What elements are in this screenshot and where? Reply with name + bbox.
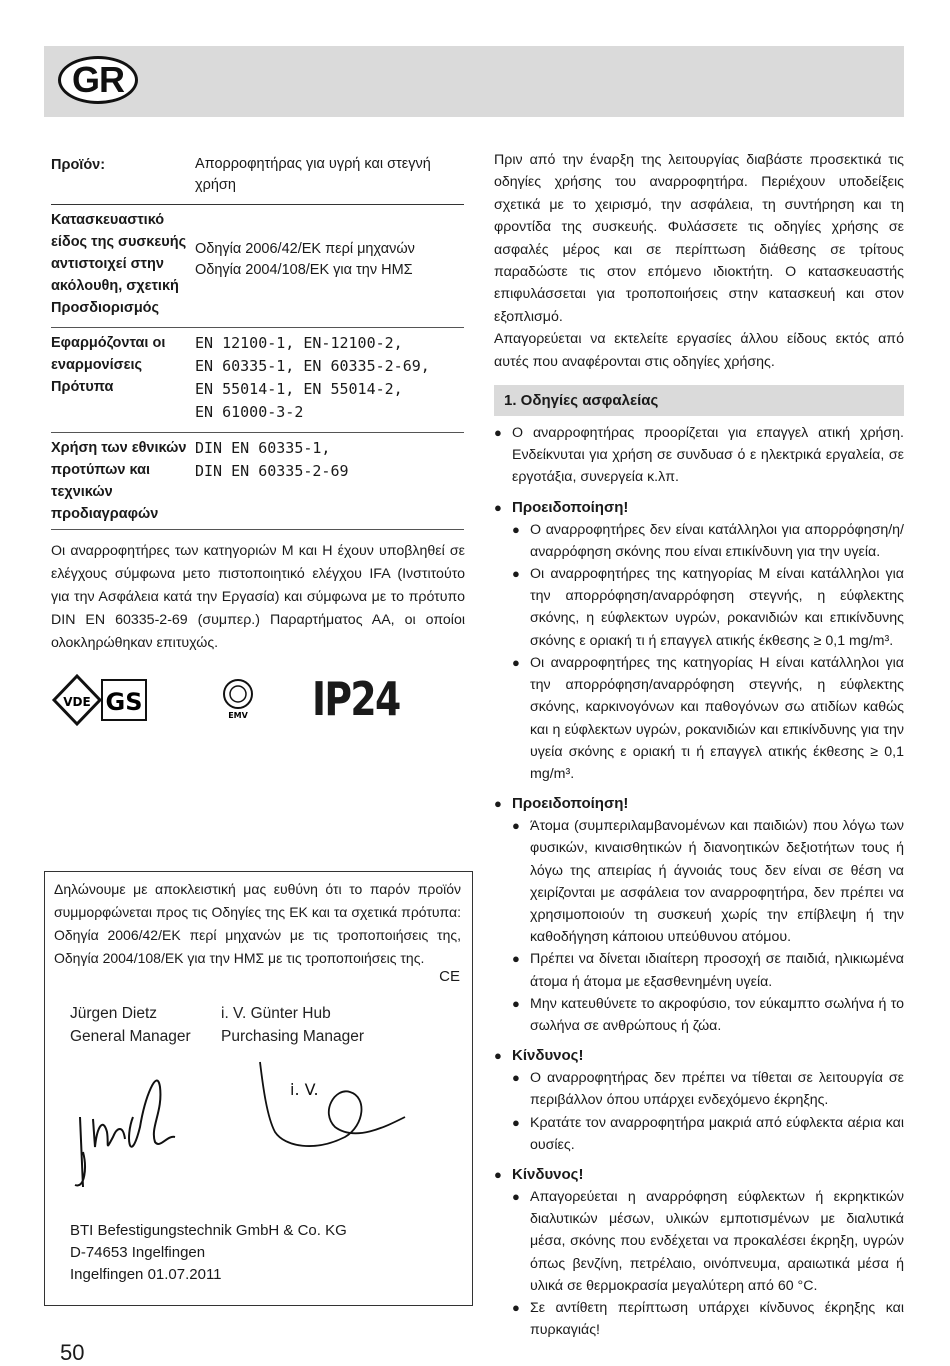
signature1-icon <box>75 1081 175 1187</box>
warning-item: ● Άτομα (συμπεριλαμβανομένων και παιδιών) που λόγω των φυσικών, κιναισθητικών ή διανοητικών δεξιοτήτων τους ή λόγω της απειρίας ή άγνοιάς τους δεν είναι σε θέση να χειρίζονται με ασφάλεια τον αναρροφητήρα, δεν πρέπει να χρησιμοποιούν τη συσκευή χωρίς την επίβλεψη ή την καθοδήγηση κάποιου υπεύθυνου ατόμου. <box>494 815 904 948</box>
danger-item: ● Ο αναρροφητήρας δεν πρέπει να τίθεται σε λειτουργία σε περιβάλλον όπου υπάρχει ενδεχόμενο έκρηξης. <box>494 1067 904 1111</box>
danger-heading: ● Κίνδυνος! <box>494 1045 904 1067</box>
company-block <box>70 1220 347 1286</box>
danger-item: ● Απαγορεύεται η αναρρόφηση εύφλεκτων ή εκρηκτικών διαλυτικών μέσων, υλικών εμποτισμένων με διαλυτικά μέσα, σκόνης που ενδέχεται να προκαλέσει έκρηξη, υγρών όπως βενζίνη, πετρέλαιο, οινόπνευμα, αραιωτικά μέσα ή υλικά σε θερμοκρασία μεγαλύτερη από 60 °C. <box>494 1186 904 1297</box>
section-heading: 1. Οδηγίες ασφαλείας <box>494 385 904 416</box>
gs-mark-icon <box>102 680 146 720</box>
declaration-box <box>44 871 473 1306</box>
signature2-prefix: i. V. <box>290 1080 319 1099</box>
spec-row-product <box>51 150 464 205</box>
intro-paragraph: Πριν από την έναρξη της λειτουργίας διαβάστε προσεκτικά τις οδηγίες χρήσης του αναρροφητήρα. Περιέχουν υποδείξεις σχετικά με το χειρισμό, την ασφάλεια, τη συντήρηση και τη φροντίδα της συσκευής. Φυλάσσετε τις οδηγίες χρήσης σε ασφαλές μέρος και σε περίπτωση διάθεσης σε τρίτους παραδώστε τις στον επόμενο ιδιοκτήτη. Ο κατασκευαστής επιφυλάσσεται για τροποποιήσεις στην κατασκευή και στον εξοπλισμό. <box>494 152 904 325</box>
header-bar <box>44 46 904 117</box>
country-badge: GR <box>58 56 138 104</box>
safety-column <box>494 149 904 1341</box>
warning-item: ● Πρέπει να δίνεται ιδιαίτερη προσοχή σε παιδιά, ηλικιωμένα άτομα ή άτομα με εξασθενημένη υγεία. <box>494 948 904 992</box>
ce-mark-icon: CE <box>439 968 460 985</box>
emv-label: EMV <box>228 711 248 720</box>
vde-label: VDE <box>63 695 91 709</box>
certification-logos <box>50 670 310 730</box>
spec-table <box>51 150 464 530</box>
spec-row-directives <box>51 205 464 328</box>
spec-value: Απορροφητήρας για υγρή και στεγνή χρήση <box>195 156 431 193</box>
spec-row-standards <box>51 328 464 433</box>
place-date: Ingelfingen 01.07.2011 <box>70 1266 222 1283</box>
warning-item: ● Ο αναρροφητήρες δεν είναι κατάλληλοι για απορρόφηση/η/αναρρόφηση σκόνης που είναι επικίνδυνη για την υγεία. <box>494 519 904 563</box>
danger-item: ● Σε αντίθετη περίπτωση υπάρχει κίνδυνος έκρηξης και πυρκαγιάς! <box>494 1297 904 1341</box>
warning-item: ● Οι αναρροφητήρες της κατηγορίας H είναι κατάλληλοι για την απορρόφηση/αναρρόφηση στεγνής, η εύφλεκτης σκόνης, καρκινογόνων και παθογόνων σω ατιδίων καθώς και η εύφλεκτων υγρών, ροκανιδιών και επικίνδυνης για την υγεία σκόνης ε οριακή τι ή επαγγελ ατικής έκθεσης ≥ 0,1 mg/m³. <box>494 652 904 785</box>
signer2-title: Purchasing Manager <box>221 1028 365 1045</box>
certification-text: Οι αναρροφητήρες των κατηγοριών M και H έχουν υποβληθεί σε ελέγχους σύμφωνα μετο πιστοποιητικό ελέγχου IFA (Ινστιτούτο για την Ασφάλεια κατά την Εργασία) και σύμφωνα με το πρότυπο DIN EN 60335-2-69 (συμπερ.) Παραρτήματος ΑΑ, οι οποίοι ολοκληρώθηκαν επιτυχώς. <box>51 543 465 651</box>
intro-paragraph-2: Απαγορεύεται να εκτελείτε εργασίες άλλου είδους εκτός από αυτές που αναφέρονται στις οδηγίες χρήσης. <box>494 331 904 370</box>
spec-value: DIN EN 60335-1, DIN EN 60335-2-69 <box>195 439 349 480</box>
vde-mark-icon <box>54 676 100 724</box>
warning-item: ● Οι αναρροφητήρες της κατηγορίας M είναι κατάλληλοι για την απορρόφηση/αναρρόφηση στεγνής, η εύφλεκτης σκόνης, η εύφλεκτων υγρών, ροκανιδιών και επικίνδυνης σκόνης ε οριακή τι ή επαγγελ ατικής έκθεσης ≥ 0,1 mg/m³. <box>494 563 904 652</box>
signer2-name: i. V. Günter Hub <box>221 1005 331 1022</box>
danger-heading: ● Κίνδυνος! <box>494 1164 904 1186</box>
warning-item: ● Μην κατευθύνετε το ακροφύσιο, τον εύκαμπτο σωλήνα ή το σωλήνα σε ανθρώπους ή ζώα. <box>494 993 904 1037</box>
spec-row-national <box>51 433 464 530</box>
page-number: 50 <box>60 1340 85 1365</box>
certification-marks <box>50 670 470 730</box>
gs-label: GS <box>105 688 143 716</box>
spec-label: Προϊόν: <box>51 157 106 173</box>
declaration-text: Δηλώνουμε με αποκλειστική μας ευθύνη ότι το παρόν προϊόν συμμορφώνεται προς τις Οδηγίες της ΕΚ και τα σχετικά πρότυπα: Οδηγία 2006/42/ΕΚ περί μηχανών με τις τροποποιήσεις της, Οδηγία 2004/108/ΕΚ για την ΗΜΣ με τις τροποποιήσεις της. <box>54 881 461 966</box>
spec-value: EN 12100-1, EN-12100-2, EN 60335-1, EN 60335-2-69, EN 55014-1, EN 55014-2, EN 61000-3-2 <box>195 334 430 421</box>
signatures <box>45 1057 465 1217</box>
spec-label: Χρήση των εθνικών προτύπων και τεχνικών προδιαγραφών <box>51 440 187 522</box>
spec-label: Εφαρμόζονται οι εναρμονίσεις Πρότυπα <box>51 335 166 395</box>
danger-item: ● Κρατάτε τον αναρροφητήρα μακριά από εύφλεκτα αέρια και ουσίες. <box>494 1112 904 1156</box>
spec-label: Κατασκευαστικό είδος της συσκευής αντιστοιχεί στην ακόλουθη, σχετική Προσδιορισμός <box>51 212 187 316</box>
company-name: BTI Befestigungstechnik GmbH & Co. KG <box>70 1222 347 1239</box>
warning-heading: ● Προειδοποίηση! <box>494 793 904 815</box>
emv-mark-icon <box>224 680 252 720</box>
company-address: D-74653 Ingelfingen <box>70 1244 206 1261</box>
signer1-title: General Manager <box>70 1028 191 1045</box>
signature2-icon <box>260 1062 405 1146</box>
warning-heading: ● Προειδοποίηση! <box>494 497 904 519</box>
safety-bullet: ● Ο αναρροφητήρας προορίζεται για επαγγελ ατική χρήση. Ενδείκνυται για χρήση σε συνδυασ ό ε ηλεκτρικά εργαλεία, σε εργοτάξια, συνεργεία κ.λπ. <box>494 422 904 489</box>
ip-rating: IP24 <box>312 672 400 726</box>
signer1-name: Jürgen Dietz <box>70 1005 158 1022</box>
spec-value: Οδηγία 2006/42/ΕΚ περί μηχανών Οδηγία 2004/108/ΕΚ για την ΗΜΣ <box>195 241 415 278</box>
